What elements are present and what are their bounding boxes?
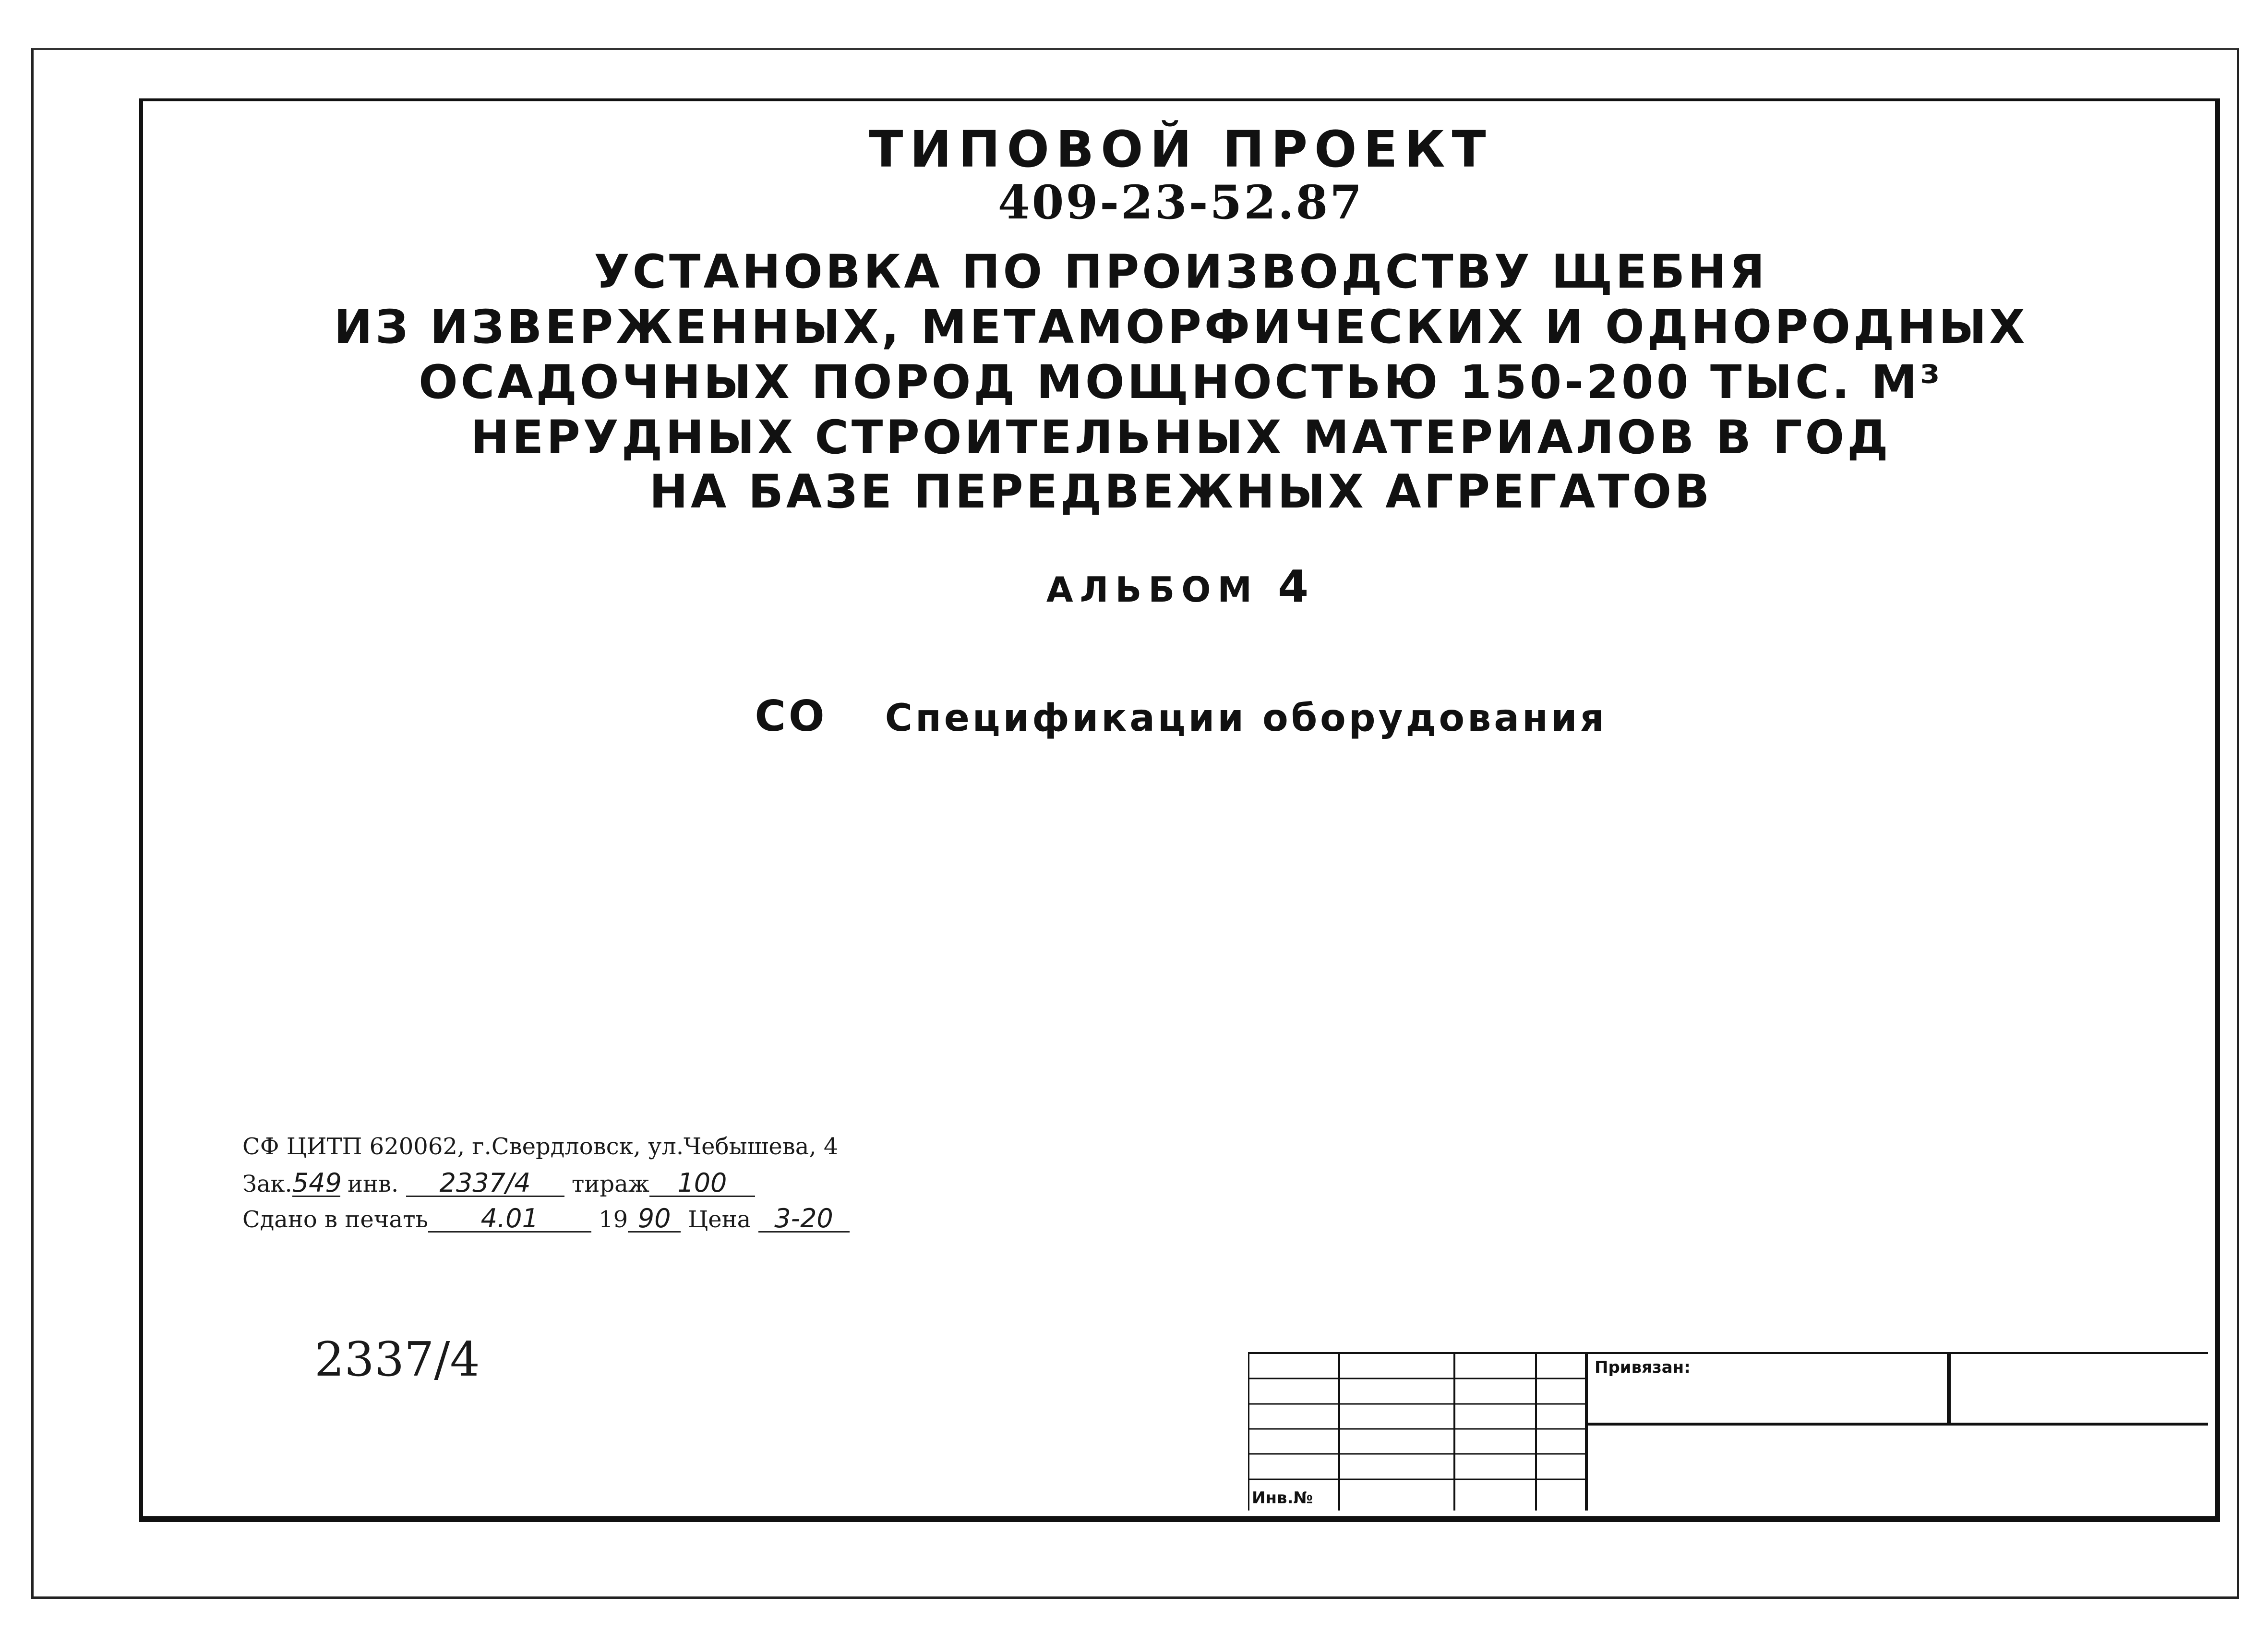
title-stamp bbox=[1248, 1352, 2208, 1511]
album-line bbox=[144, 561, 2218, 612]
privyazan-label: Привязан: bbox=[1595, 1358, 1691, 1377]
inv-no-label: Инв.№ bbox=[1252, 1488, 1313, 1508]
print-run-value: 100 bbox=[649, 1171, 755, 1197]
sent-label: Сдано в печать bbox=[242, 1206, 428, 1233]
project-name-line-5: НА БАЗЕ ПЕРЕДВЕЖНЫХ АГРЕГАТОВ bbox=[649, 465, 1713, 519]
project-number: 409-23-52.87 bbox=[997, 175, 1364, 230]
print-run-label: тираж bbox=[571, 1171, 649, 1197]
inv-value: 2337/4 bbox=[406, 1171, 564, 1197]
project-name-line-3: ОСАДОЧНЫХ ПОРОД МОЩНОСТЬЮ 150-200 ТЫС. М³ bbox=[419, 355, 1943, 409]
price-value: 3-20 bbox=[758, 1206, 850, 1233]
price-label: Цена bbox=[688, 1206, 751, 1233]
order-line bbox=[242, 1168, 755, 1198]
album-label: АЛЬБОМ bbox=[1046, 569, 1259, 610]
section-title: Спецификации оборудования bbox=[885, 697, 1607, 740]
section-code: СО bbox=[755, 691, 828, 741]
project-name-line-1: УСТАНОВКА ПО ПРОИЗВОДСТВУ ЩЕБНЯ bbox=[594, 245, 1768, 299]
document-heading: ТИПОВОЙ ПРОЕКТ bbox=[869, 120, 1493, 179]
order-value: 549 bbox=[292, 1168, 342, 1198]
section-line bbox=[144, 691, 2218, 741]
order-label: Зак. bbox=[242, 1171, 292, 1197]
stamp-grid bbox=[1248, 1352, 2208, 1511]
project-name-line-4: НЕРУДНЫХ СТРОИТЕЛЬНЫХ МАТЕРИАЛОВ В ГОД bbox=[470, 411, 1891, 464]
print-date-line bbox=[242, 1203, 850, 1233]
handwritten-inventory-number: 2337/4 bbox=[314, 1332, 480, 1387]
sent-value: 4.01 bbox=[428, 1206, 591, 1233]
year-prefix: 19 bbox=[599, 1206, 628, 1233]
inv-label: инв. bbox=[348, 1171, 399, 1197]
year-value: 90 bbox=[628, 1206, 681, 1233]
album-number: 4 bbox=[1278, 561, 1316, 612]
publisher-line: СФ ЦИТП 620062, г.Свердловск, ул.Чебышева, 4 bbox=[242, 1133, 839, 1160]
project-name-line-2: ИЗ ИЗВЕРЖЕННЫХ, МЕТАМОРФИЧЕСКИХ И ОДНОРОДНЫХ bbox=[334, 300, 2028, 354]
